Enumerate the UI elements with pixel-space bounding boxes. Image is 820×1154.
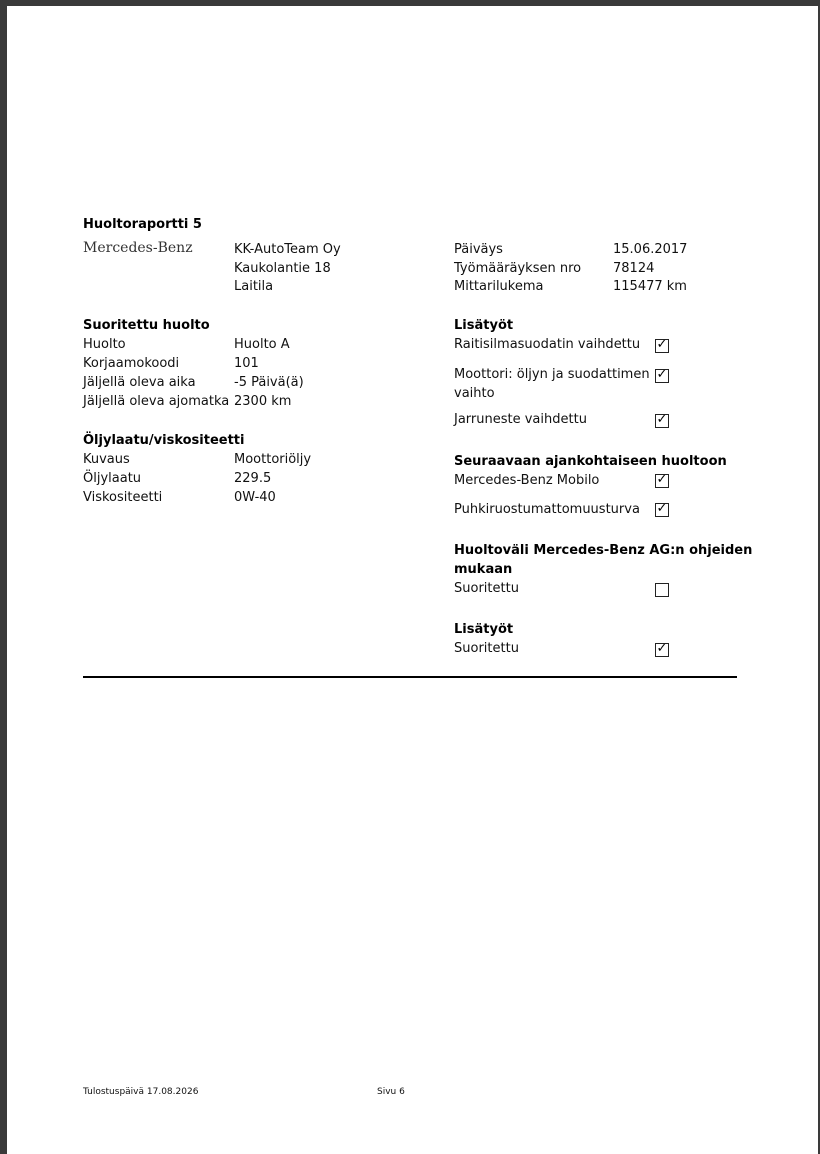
service-label: Jäljellä oleva aika xyxy=(83,375,196,390)
check-mark-icon: ✓ xyxy=(656,337,668,352)
service-value: -5 Päivä(ä) xyxy=(234,375,304,390)
oil-label: Kuvaus xyxy=(83,452,130,467)
service-value: Huolto A xyxy=(234,337,290,352)
dealer-street: Kaukolantie 18 xyxy=(234,261,331,276)
interval-heading-cont: mukaan xyxy=(454,562,513,577)
checkbox[interactable] xyxy=(655,474,669,488)
extra-work-item-label: Raitisilmasuodatin vaihdettu xyxy=(454,337,641,352)
extra-work-item-label: Moottori: öljyn ja suodattimen xyxy=(454,367,650,382)
oil-heading: Öljylaatu/viskositeetti xyxy=(83,433,245,448)
service-label: Korjaamokoodi xyxy=(83,356,180,371)
next-service-item-label: Mercedes-Benz Mobilo xyxy=(454,473,600,488)
service-label: Huolto xyxy=(83,337,126,352)
extra-work-item-label-cont: vaihto xyxy=(454,386,495,401)
dealer-name: KK-AutoTeam Oy xyxy=(234,242,341,257)
checkbox[interactable] xyxy=(655,369,669,383)
checkbox[interactable] xyxy=(655,583,669,597)
extra-work-2-item-label: Suoritettu xyxy=(454,641,519,656)
service-value: 2300 km xyxy=(234,394,292,409)
checkbox[interactable] xyxy=(655,339,669,353)
oil-value: 0W-40 xyxy=(234,490,276,505)
oil-value: 229.5 xyxy=(234,471,272,486)
meta-label-date: Päiväys xyxy=(454,242,503,257)
extra-work-item-label: Jarruneste vaihdettu xyxy=(454,412,587,427)
oil-label: Öljylaatu xyxy=(83,471,142,486)
check-mark-icon: ✓ xyxy=(656,367,668,382)
oil-label: Viskositeetti xyxy=(83,490,163,505)
interval-item-label: Suoritettu xyxy=(454,581,519,596)
checkbox[interactable] xyxy=(655,414,669,428)
checkbox[interactable] xyxy=(655,503,669,517)
checkbox[interactable] xyxy=(655,643,669,657)
meta-label-order: Työmääräyksen nro xyxy=(454,261,582,276)
check-mark-icon: ✓ xyxy=(656,641,668,656)
meta-label-mileage: Mittarilukema xyxy=(454,279,544,294)
report-title: Huoltoraportti 5 xyxy=(83,217,202,232)
meta-value-order: 78124 xyxy=(613,261,655,276)
interval-heading: Huoltoväli Mercedes-Benz AG:n ohjeiden xyxy=(454,543,753,558)
meta-value-mileage: 115477 km xyxy=(613,279,687,294)
service-value: 101 xyxy=(234,356,259,371)
extra-work-heading: Lisätyöt xyxy=(454,318,514,333)
check-mark-icon: ✓ xyxy=(656,472,668,487)
service-heading: Suoritettu huolto xyxy=(83,318,210,333)
check-mark-icon: ✓ xyxy=(656,412,668,427)
brand-logo-text: Mercedes-Benz xyxy=(83,240,193,256)
extra-work-2-heading: Lisätyöt xyxy=(454,622,514,637)
page-number: Sivu 6 xyxy=(377,1087,405,1097)
next-service-heading: Seuraavaan ajankohtaiseen huoltoon xyxy=(454,454,727,469)
check-mark-icon: ✓ xyxy=(656,501,668,516)
oil-value: Moottoriöljy xyxy=(234,452,312,467)
meta-value-date: 15.06.2017 xyxy=(613,242,688,257)
next-service-item-label: Puhkiruostumattomuusturva xyxy=(454,502,640,517)
service-label: Jäljellä oleva ajomatka xyxy=(83,394,230,409)
section-divider xyxy=(83,676,737,678)
dealer-city: Laitila xyxy=(234,279,274,294)
document-page xyxy=(7,6,818,1154)
print-date: Tulostuspäivä 17.08.2026 xyxy=(83,1087,199,1097)
